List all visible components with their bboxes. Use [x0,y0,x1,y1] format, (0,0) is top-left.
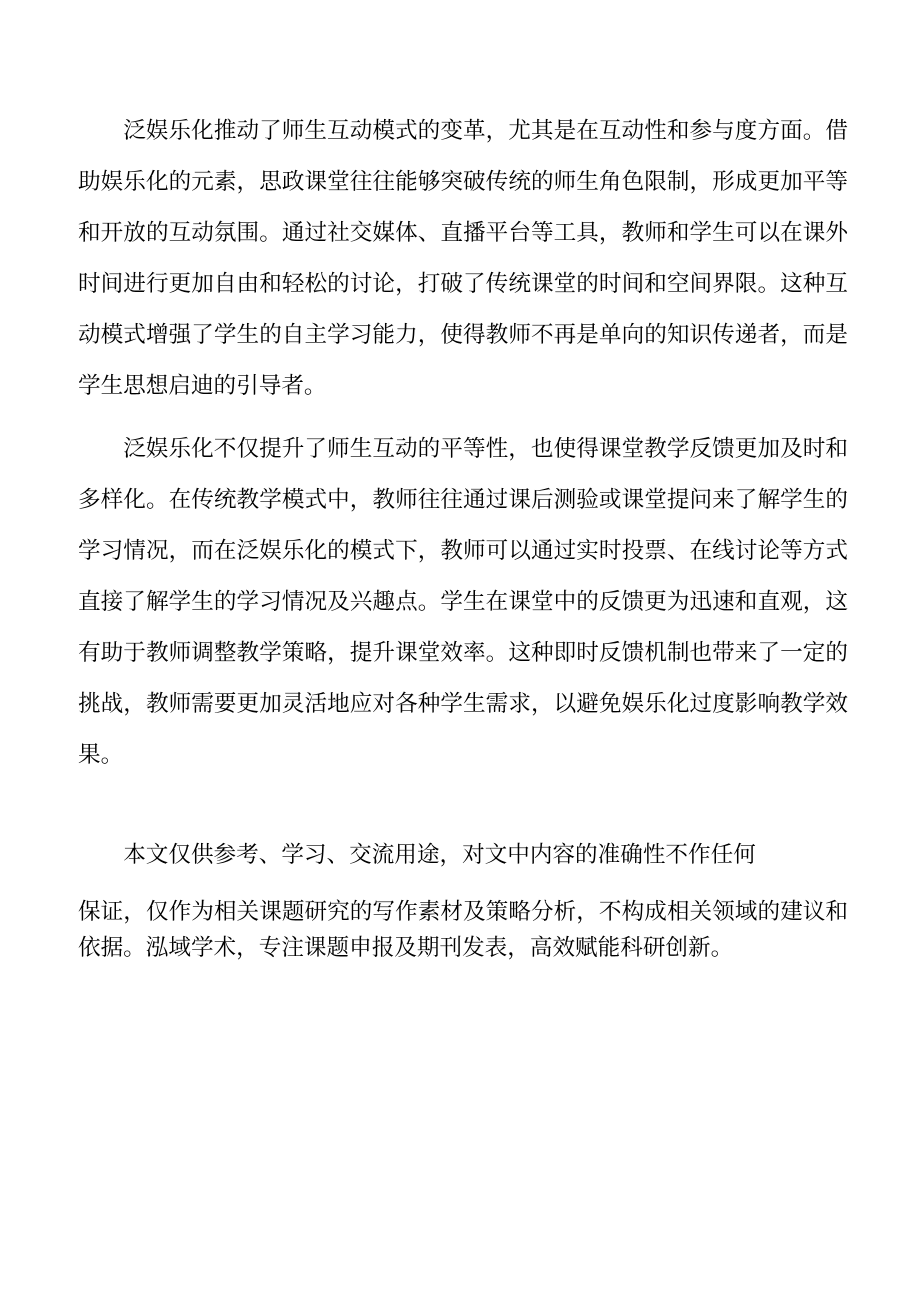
disclaimer-first-line: 本文仅供参考、学习、交流用途，对文中内容的准确性不作任何 [123,842,756,868]
paragraph-interaction-reform: 泛娱乐化推动了师生互动模式的变革，尤其是在互动性和参与度方面。借助娱乐化的元素，思政课堂往往能够突破传统的师生角色限制，形成更加平等和开放的互动氛围。通过社交媒体、直播平台等工具，教师和学生可以在课外时间进行更加自由和轻松的讨论，打破了传统课堂的时间和空间界限。这种互动模式增强了学生的自主学习能力，使得教师不再是单向的知识传递者，而是学生思想启迪的引导者。 [78,118,848,399]
paragraph-feedback: 泛娱乐化不仅提升了师生互动的平等性，也使得课堂教学反馈更加及时和多样化。在传统教学模式中，教师往往通过课后测验或课堂提问来了解学生的学习情况，而在泛娱乐化的模式下，教师可以通过实时投票、在线讨论等方式直接了解学生的学习情况及兴趣点。学生在课堂中的反馈更为迅速和直观，这有助于教师调整教学策略，提升课堂效率。这种即时反馈机制也带来了一定的挑战，教师需要更加灵活地应对各种学生需求，以避免娱乐化过度影响教学效果。 [78,436,848,768]
disclaimer [78,836,848,966]
disclaimer-rest: 保证，仅作为相关课题研究的写作素材及策略分析，不构成相关领域的建议和依据。泓域学术，专注课题申报及期刊发表，高效赋能科研创新。 [78,899,848,961]
document-body [78,106,848,781]
